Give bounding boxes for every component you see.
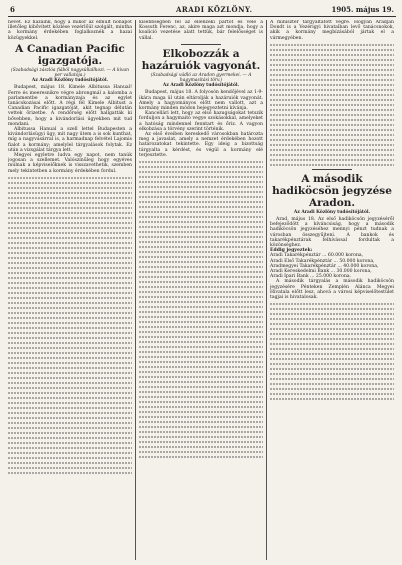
intro-text: nevét. Ez házaink, hogy a mikor az elmúlt hónapot illetőleg kibővített közlése vezérlőül szolgált, mintha a kormány érdekében foglalkoznék a hazai közügyekkel. <box>8 20 132 41</box>
paragraph: Budapest, május 18. Kimele Albitussa Hanual! Ferre és meeresnikre végre abrongmál a kalomba a parlamentbe a kormányzaja és az egylet tanácskozásai előtt. A régi fél Kimele Albitust a Canadian Pacific igazgatóját, akit tegnap délután vettek őrizetbe. A rendőrség előtt hallgatták ki bővebben, hogy a kivándorlási ügyekben mit tud mondani. <box>8 85 132 127</box>
separator <box>181 44 221 45</box>
text-continuation <box>270 44 394 166</box>
issue-date: 1905. május 19. <box>331 5 394 14</box>
article-byline: Az Aradi Közlöny tudósítójától. <box>293 209 371 215</box>
column-rule <box>266 20 267 560</box>
article-byline: Az Aradi Közlöny tudósítójától. <box>31 78 109 84</box>
list-item: Aradi Első Takarékpénztár ... 50.000 korona, <box>270 258 375 264</box>
article-subtitle: (Szabadsági zászlóa fiából nagysüllallkozi. — A kivan per vallatója.) <box>11 67 129 79</box>
intro-text: A miniszter tárgyaltatott végre. Hogyan Aradján Dondt is a Vezérigyi hivatalban levő tanácsnokok, akik a kormány megbízásából jártak el a vármegyében. <box>270 20 394 41</box>
page-header <box>8 4 396 17</box>
column-1 <box>8 20 132 560</box>
list-item: Aradmegyei Takarékpénztár ... 40.000 korona, <box>270 263 379 269</box>
column-2 <box>139 20 263 560</box>
article-title: A második hadiköcsön jegyzése Aradon. <box>272 172 392 209</box>
paragraph: Az első éveiben kereskedő városokban határozta meg a javaslat, amely a nemzet érdekében hozott határozatokat tekintette. Egy ideig a bizottság tárgyalta a kérdést, és végül a kormány elé terjesztette. <box>139 132 263 158</box>
text-continuation <box>8 177 132 474</box>
paragraph: A második tárgyalás a második hadiköcsön jegyzésére Pénteken Zemplén Alánca Megyei Hivatala előtt lesz, ahová a városi képviselőtestület tagjai is hivatalosak. <box>270 279 394 301</box>
masthead: ARADI KÖZLÖNY. <box>176 5 253 14</box>
list-item: Aradi Takarékpénztár ... 60.000 korona, <box>270 253 364 259</box>
separator <box>312 169 352 170</box>
article-byline: Az Aradi Közlöny tudósítójától. <box>162 83 240 89</box>
paragraph: Arad, május 18. Az első hadiköcsön jegyzéséről befejeződött a kíváncsiság, hogy a második hadiköcsön jegyzéséhez mennyi pénzt tudnak a városban összegyűjteni. A bankok és takarékpénztárak felhívással fordultak a közönséghez. <box>270 217 394 249</box>
article-subtitle: (Szabadsági vádló az Aradon gyermekei. — A hagymasitási törv.) <box>150 72 252 84</box>
text-continuation <box>270 303 394 400</box>
column-3 <box>270 20 394 560</box>
article-title: Elkobozzák a hazáruiók vagyonát. <box>141 47 261 72</box>
page-number: 6 <box>10 5 15 14</box>
text-continuation <box>139 161 263 458</box>
column-rule <box>135 20 136 560</box>
list-item: Aradi Kereskedelmi Bank ... 30.000 korona, <box>270 269 372 275</box>
paragraph: Kancellári lett, hogy az első hazugságokat tetszik forduljon a hagymaitó vegye szokásokkal, amelyeket a hatóság mindennel fenntart és őriz. A vagyon elkobzása a törvény szerint történik. <box>139 111 263 132</box>
paragraph: Albitussa Hanual a szell lettel Budapesten a kivándorlásügyi ügy, mit nagy ütem a is sok kunthat, míg a nagyvásárral is, a harmadnap felvétel Lajomis fialot a kormány; amelylel tárgyalások folytak. Ez után a vizsgálat tárgya lett. <box>8 127 132 153</box>
article-title: A Canadian Pacific igazgatója. <box>15 42 125 67</box>
list-item: Aradi Ipari Bank ... 25.000 korona. <box>270 274 352 280</box>
paragraph: Megyei egyletre ludva egy napot, nem tanúk jogosan a szellemet. Valószínűleg hogy egyéves múlnak a képviselőknek is visszavethetik, szemben mely tekintetben a kormány érdekében fordul. <box>8 153 132 174</box>
list-heading: Eddig jegyeztek: <box>270 248 313 254</box>
paragraph: Budapest, május 18. A folyosón kendőjével az 1-9-ikára maga ül után eltárolják a hazáruiók vagyonát. Amely a hagyományos előtt nem vallott, azt a kormány minden módon bejegyeztetni kívánja. <box>139 90 263 112</box>
intro-text: kisebbségben fel az ellenzéki pártot és vele a Kossuth Ferenc, az, akire maga azt mondja, hogy a koalíció vezetése alatt tettük, bár felelősséget is vállal. <box>139 20 263 41</box>
